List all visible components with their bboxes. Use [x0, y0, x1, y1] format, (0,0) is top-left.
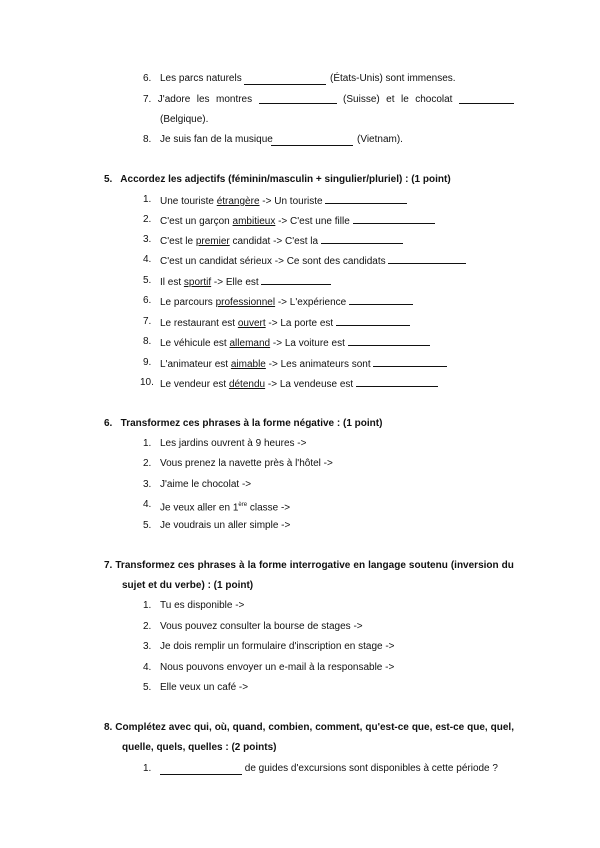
item-suffix: candidat -> C'est la [229, 236, 321, 247]
item-number: 7. [143, 94, 152, 105]
item-number: 5. [143, 275, 152, 286]
list-item [143, 763, 498, 775]
item-suffix: -> La porte est [265, 318, 336, 329]
section-8-title [104, 722, 514, 734]
item-word: et [386, 94, 395, 105]
title-word: (inversion [450, 560, 499, 571]
list-item [143, 254, 389, 267]
item-word: (Suisse) [343, 94, 380, 105]
answer-blank[interactable] [321, 234, 403, 244]
title-word: en [353, 560, 366, 571]
item-text: Les jardins ouvrent à 9 heures -> [160, 438, 307, 449]
underlined-adjective: allemand [229, 338, 271, 349]
title-word: langage [368, 560, 406, 571]
underlined-adjective: aimable [230, 359, 266, 370]
item-suffix: -> La vendeuse est [265, 379, 356, 390]
underlined-adjective: détendu [228, 379, 266, 390]
section-7-title-cont: sujet et du verbe) : (1 point) [122, 580, 254, 591]
item-number: 8. [143, 336, 152, 347]
title-word: la [247, 560, 256, 571]
list-item [143, 234, 321, 247]
list-item [140, 377, 356, 390]
underlined-adjective: étrangère [216, 196, 260, 207]
answer-blank[interactable] [244, 75, 326, 85]
title-word: avec [168, 722, 192, 733]
item-number: 3. [143, 641, 152, 652]
list-item [143, 662, 395, 674]
answer-blank[interactable] [261, 275, 331, 285]
list-item [143, 275, 262, 288]
section-8-title-cont: quelle, quels, quelles : (2 points) [122, 742, 277, 753]
item-number: 1. [143, 763, 152, 774]
item-number: 8. [143, 134, 152, 145]
answer-blank[interactable] [325, 194, 407, 204]
item-text: (Vietnam). [357, 134, 403, 145]
answer-blank[interactable] [336, 316, 410, 326]
title-word: 8. [104, 722, 113, 733]
section-5-title: 5. Accordez les adjectifs (féminin/masculin + singulier/pluriel) : (1 point) [104, 174, 451, 185]
answer-blank[interactable] [373, 357, 447, 367]
answer-blank[interactable] [271, 136, 353, 146]
title-word: que, [411, 722, 433, 733]
answer-blank[interactable] [259, 94, 337, 104]
title-word: qu'est-ce [365, 722, 409, 733]
list-item [143, 336, 348, 349]
list-item [143, 134, 403, 146]
list-item [143, 621, 363, 633]
item-text [160, 194, 407, 208]
item-number: 5. [143, 682, 152, 693]
title-word: combien, [268, 722, 313, 733]
underlined-adjective: premier [195, 236, 230, 247]
list-item [143, 600, 245, 612]
item-number: 9. [143, 357, 152, 368]
underlined-adjective: sportif [183, 277, 212, 288]
item-text: Je voudrais un aller simple -> [160, 520, 291, 531]
item-prefix: Une touriste [160, 196, 217, 207]
answer-blank[interactable] [349, 295, 413, 305]
title-word: qui, [193, 722, 212, 733]
item-prefix: Le restaurant est [160, 318, 238, 329]
item-text [160, 316, 410, 330]
item-text [160, 357, 447, 371]
title-word: Complétez [115, 722, 166, 733]
item-number: 2. [143, 621, 152, 632]
answer-blank[interactable] [160, 765, 242, 775]
item-word: J'adore [157, 94, 191, 105]
item-prefix: Il est [160, 277, 184, 288]
title-word: Transformez [115, 560, 175, 571]
item-text [160, 295, 413, 309]
item-text [160, 214, 435, 228]
item-number: 4. [143, 662, 152, 673]
item-text: Tu es disponible -> [160, 600, 245, 611]
item-word: les [196, 94, 210, 105]
item-text [160, 254, 466, 268]
title-word: interrogative [289, 560, 351, 571]
item-suffix: -> Elle est [211, 277, 262, 288]
item-prefix: C'est un garçon [160, 216, 233, 227]
item-number: 7. [143, 316, 152, 327]
title-word: du [501, 560, 514, 571]
item-text: (États-Unis) sont immenses. [330, 73, 456, 84]
item-text: Nous pouvons envoyer un e-mail à la responsable -> [160, 662, 395, 673]
item-number: 4. [143, 254, 152, 265]
underlined-adjective: ambitieux [232, 216, 276, 227]
title-word: 7. [104, 560, 113, 571]
item-number: 1. [143, 600, 152, 611]
title-word: quand, [232, 722, 266, 733]
item-suffix: -> L'expérience [275, 297, 349, 308]
title-word: forme [258, 560, 287, 571]
item-suffix: -> Les animateurs sont [265, 359, 374, 370]
item-prefix: Le vendeur est [160, 379, 229, 390]
item-suffix: -> Un touriste [259, 196, 326, 207]
title-word: soutenu [408, 560, 448, 571]
item-text [160, 336, 430, 350]
list-item [143, 214, 353, 227]
item-number: 3. [143, 234, 152, 245]
item-prefix: Le véhicule est [160, 338, 230, 349]
answer-blank[interactable] [459, 94, 514, 104]
list-item [143, 458, 333, 470]
item-number: 2. [143, 458, 152, 469]
answer-blank[interactable] [388, 254, 466, 264]
item-word: le [400, 94, 409, 105]
item-text: Vous pouvez consulter la bourse de stages -> [160, 621, 363, 632]
item-text [160, 499, 290, 514]
title-word: est-ce [435, 722, 465, 733]
title-word: phrases [197, 560, 236, 571]
item-text [160, 377, 438, 391]
item-suffix: -> La voiture est [270, 338, 348, 349]
section-7-title [104, 560, 514, 572]
item-number: 2. [143, 214, 152, 225]
item-prefix: Je veux aller en 1 [160, 502, 239, 514]
list-item [143, 295, 349, 308]
item-prefix: C'est le [160, 236, 196, 247]
title-word: quel, [490, 722, 514, 733]
title-word: à [238, 560, 245, 571]
section-6-title: 6. Transformez ces phrases à la forme négative : (1 point) [104, 418, 383, 429]
item-text: Elle veux un café -> [160, 682, 249, 693]
item-word: chocolat [415, 94, 453, 105]
list-item [143, 94, 514, 106]
item-text [160, 234, 403, 248]
item-suffix: -> C'est une fille [275, 216, 353, 227]
item-text: J'aime le chocolat -> [160, 479, 252, 490]
title-word: comment, [315, 722, 363, 733]
item-number: 5. [143, 520, 152, 531]
list-item [143, 73, 456, 85]
underlined-adjective: professionnel [215, 297, 276, 308]
item-number: 10. [140, 377, 154, 388]
item-number: 1. [143, 194, 152, 205]
title-word: que, [467, 722, 488, 733]
item-word: montres [216, 94, 253, 105]
item-text [160, 275, 331, 289]
list-item [143, 357, 374, 370]
answer-blank[interactable] [348, 336, 430, 346]
ordinal-superscript: ère [238, 502, 248, 508]
list-item [143, 194, 326, 207]
item-number: 6. [143, 295, 152, 306]
item-text: Je dois remplir un formulaire d'inscription en stage -> [160, 641, 395, 652]
answer-blank[interactable] [353, 214, 435, 224]
underlined-adjective: ouvert [237, 318, 266, 329]
item-number: 1. [143, 438, 152, 449]
list-item [143, 641, 395, 653]
item-text: Vous prenez la navette près à l'hôtel -> [160, 458, 333, 469]
list-item [143, 682, 249, 694]
item-number: 4. [143, 499, 152, 510]
item-continuation: (Belgique). [160, 114, 209, 125]
item-suffix: classe -> [247, 502, 291, 514]
list-item [143, 316, 336, 329]
item-text: Je suis fan de la musique [160, 134, 273, 145]
list-item [143, 438, 307, 450]
item-number: 3. [143, 479, 152, 490]
item-prefix: L'animateur est [160, 359, 231, 370]
item-prefix: Le parcours [160, 297, 216, 308]
answer-blank[interactable] [356, 377, 438, 387]
list-item [143, 479, 252, 491]
list-item [143, 520, 291, 532]
item-text: Les parcs naturels [160, 73, 242, 84]
item-number: 6. [143, 73, 152, 84]
title-word: où, [214, 722, 230, 733]
title-word: ces [177, 560, 195, 571]
item-prefix: C'est un candidat sérieux -> Ce sont des candidats [160, 256, 389, 267]
list-item [143, 499, 291, 514]
item-text: de guides d'excursions sont disponibles à cette période ? [242, 763, 498, 774]
